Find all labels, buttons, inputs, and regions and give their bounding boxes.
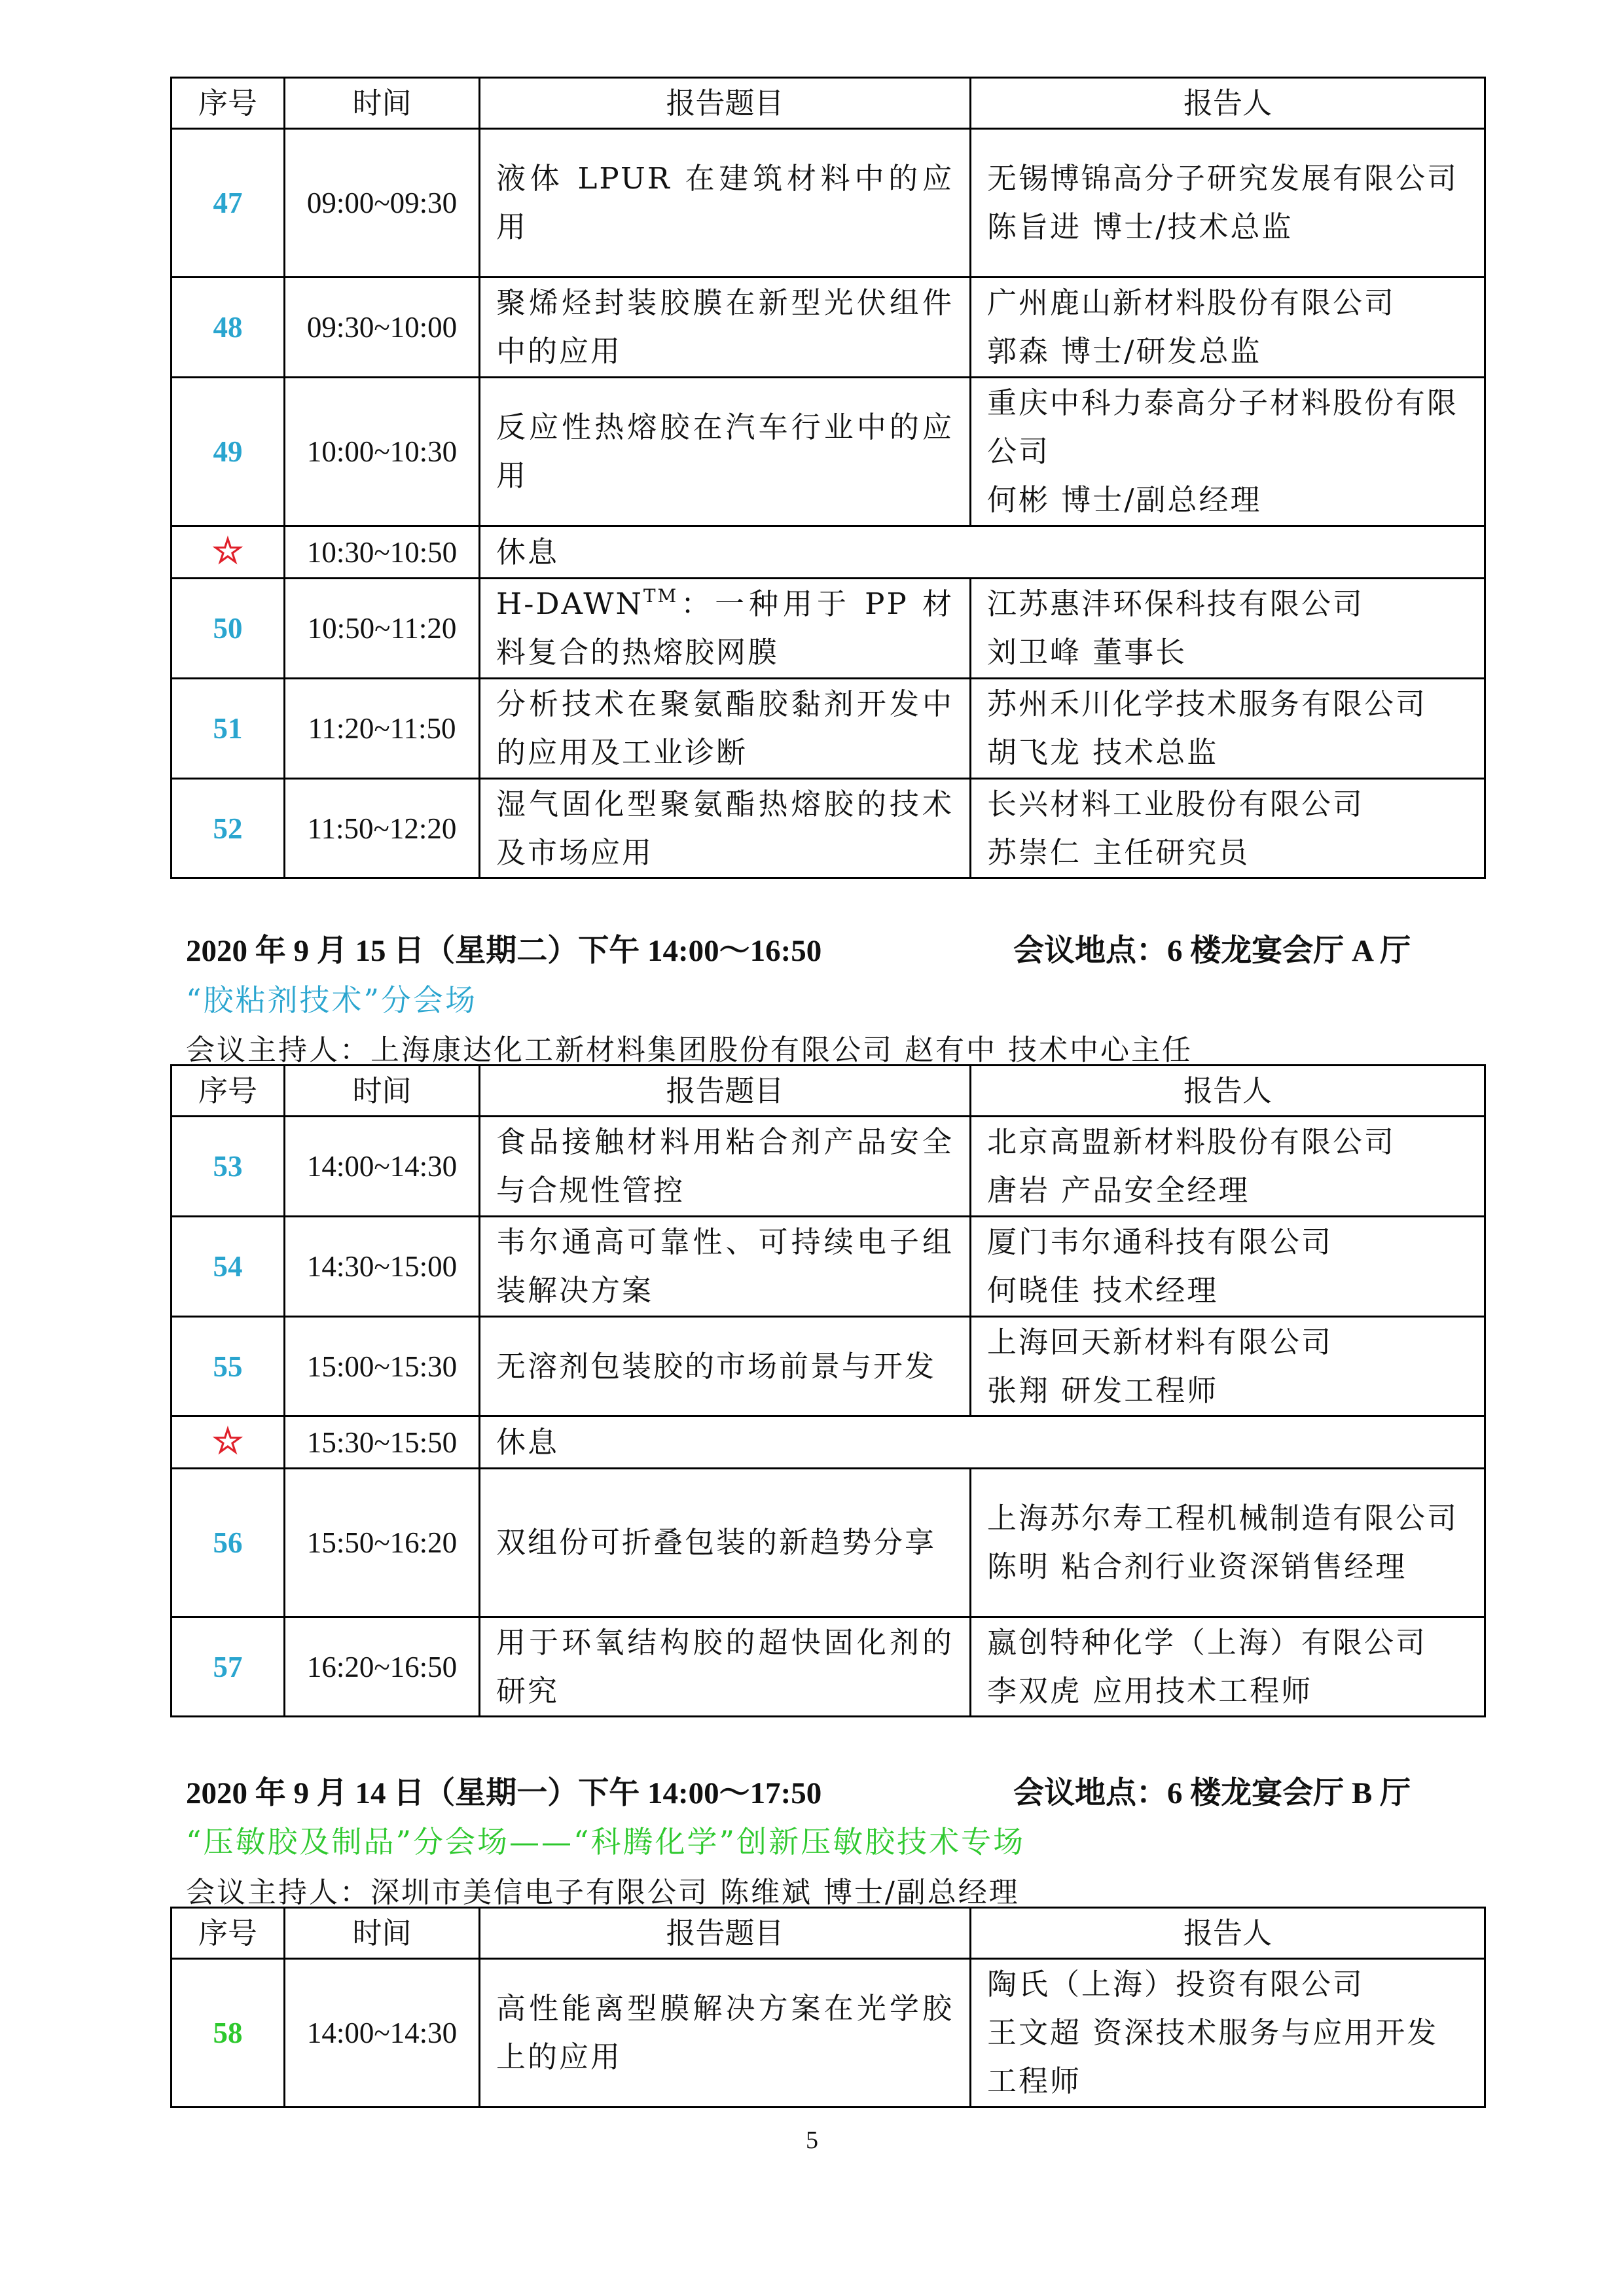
session-date: 2020 年 9 月 14 日（星期一）下午 14:00～17:50 [186, 1776, 822, 1810]
speaker-person: 何彬 博士/副总经理 [987, 482, 1262, 517]
table-header-row [171, 1908, 1485, 1959]
row-number: 47 [171, 129, 285, 278]
table-row [171, 1959, 1485, 2108]
row-number: 49 [171, 378, 285, 526]
session-location: 会议地点：6 楼龙宴会厅 B 厅 [1013, 1776, 1411, 1810]
row-number: 53 [171, 1117, 285, 1217]
header-speaker: 报告人 [971, 78, 1485, 129]
table-row [171, 679, 1485, 779]
row-number: 52 [171, 779, 285, 878]
row-time: 11:50~12:20 [285, 779, 480, 878]
row-speaker [971, 278, 1485, 378]
speaker-org: 长兴材料工业股份有限公司 [987, 786, 1365, 821]
row-time: 14:00~14:30 [285, 1117, 480, 1217]
row-number: 54 [171, 1217, 285, 1317]
speaker-org: 苏州禾川化学技术服务有限公司 [987, 687, 1428, 721]
row-title: 用于环氧结构胶的超快固化剂的研究 [480, 1617, 971, 1717]
row-title: 分析技术在聚氨酯胶黏剂开发中的应用及工业诊断 [480, 679, 971, 779]
table-row [171, 1117, 1485, 1217]
session-title: “压敏胶及制品”分会场——“科腾化学”创新压敏胶技术专场 [186, 1824, 1026, 1859]
header-no: 序号 [171, 1066, 285, 1117]
row-speaker [971, 779, 1485, 878]
break-label: 休息 [480, 526, 1485, 579]
table-row [171, 779, 1485, 878]
row-speaker [971, 378, 1485, 526]
speaker-person: 刘卫峰 董事长 [987, 635, 1187, 670]
row-number: 56 [171, 1469, 285, 1617]
table-row [171, 278, 1485, 378]
row-time: 14:00~14:30 [285, 1959, 480, 2108]
table-header-row [171, 1066, 1485, 1117]
break-label: 休息 [480, 1416, 1485, 1469]
row-title: 双组份可折叠包装的新趋势分享 [480, 1469, 971, 1617]
header-no: 序号 [171, 1908, 285, 1959]
row-title: 反应性热熔胶在汽车行业中的应用 [480, 378, 971, 526]
speaker-person: 陈明 粘合剂行业资深销售经理 [987, 1549, 1407, 1584]
row-number: 55 [171, 1317, 285, 1416]
row-title: 聚烯烃封装胶膜在新型光伏组件中的应用 [480, 278, 971, 378]
row-time: 16:20~16:50 [285, 1617, 480, 1717]
row-time: 11:20~11:50 [285, 679, 480, 779]
row-time: 10:30~10:50 [285, 526, 480, 579]
row-time: 09:30~10:00 [285, 278, 480, 378]
row-speaker [971, 1469, 1485, 1617]
table-header-row [171, 78, 1485, 129]
row-title: 食品接触材料用粘合剂产品安全与合规性管控 [480, 1117, 971, 1217]
speaker-person: 唐岩 产品安全经理 [987, 1173, 1250, 1208]
speaker-person: 胡飞龙 技术总监 [987, 735, 1219, 770]
speaker-org: 广州鹿山新材料股份有限公司 [987, 285, 1396, 320]
row-speaker [971, 1117, 1485, 1217]
row-speaker [971, 679, 1485, 779]
session-title: “胶粘剂技术”分会场 [186, 982, 478, 1018]
speaker-person: 何晓佳 技术经理 [987, 1273, 1219, 1308]
row-title: 无溶剂包装胶的市场前景与开发 [480, 1317, 971, 1416]
header-time: 时间 [285, 1066, 480, 1117]
row-time: 15:30~15:50 [285, 1416, 480, 1469]
row-time: 15:50~16:20 [285, 1469, 480, 1617]
speaker-org: 嬴创特种化学（上海）有限公司 [987, 1624, 1428, 1660]
header-time: 时间 [285, 1908, 480, 1959]
row-number: 57 [171, 1617, 285, 1717]
header-no: 序号 [171, 78, 285, 129]
speaker-person: 郭森 博士/研发总监 [987, 334, 1262, 368]
break-row [171, 1416, 1485, 1469]
speaker-person: 苏崇仁 主任研究员 [987, 834, 1250, 870]
speaker-person: 张翔 研发工程师 [987, 1372, 1219, 1408]
star-icon: ☆ [171, 526, 285, 579]
session-header [186, 1768, 1430, 1812]
row-title: 液体 LPUR 在建筑材料中的应用 [480, 129, 971, 278]
schedule-table-3 [170, 1907, 1486, 2108]
session-location: 会议地点：6 楼龙宴会厅 A 厅 [1013, 934, 1411, 968]
table-row [171, 1317, 1485, 1416]
speaker-person: 王文超 资深技术服务与应用开发工程师 [987, 2015, 1439, 2098]
header-speaker: 报告人 [971, 1908, 1485, 1959]
row-speaker [971, 579, 1485, 679]
speaker-org: 厦门韦尔通科技有限公司 [987, 1225, 1333, 1259]
row-speaker [971, 1217, 1485, 1317]
row-number: 51 [171, 679, 285, 779]
table-row [171, 378, 1485, 526]
table-row [171, 1617, 1485, 1717]
star-icon: ☆ [171, 1416, 285, 1469]
row-number: 50 [171, 579, 285, 679]
speaker-person: 李双虎 应用技术工程师 [987, 1673, 1313, 1708]
header-title: 报告题目 [480, 1908, 971, 1959]
row-number: 58 [171, 1959, 285, 2108]
speaker-org: 上海苏尔寿工程机械制造有限公司 [987, 1501, 1459, 1535]
row-title: 湿气固化型聚氨酯热熔胶的技术及市场应用 [480, 779, 971, 878]
row-time: 14:30~15:00 [285, 1217, 480, 1317]
table-row [171, 1217, 1485, 1317]
table-row [171, 1469, 1485, 1617]
session-host: 会议主持人：深圳市美信电子有限公司 陈维斌 博士/副总经理 [186, 1876, 1020, 1909]
speaker-org: 北京高盟新材料股份有限公司 [987, 1124, 1396, 1159]
speaker-org: 江苏惠沣环保科技有限公司 [987, 586, 1365, 621]
page-number: 5 [806, 2126, 818, 2154]
row-time: 10:50~11:20 [285, 579, 480, 679]
session-header [186, 926, 1430, 970]
row-time: 09:00~09:30 [285, 129, 480, 278]
row-number: 48 [171, 278, 285, 378]
row-speaker [971, 1617, 1485, 1717]
speaker-person: 陈旨进 博士/技术总监 [987, 209, 1293, 244]
row-speaker [971, 1317, 1485, 1416]
session-date: 2020 年 9 月 15 日（星期二）下午 14:00～16:50 [186, 934, 822, 968]
row-speaker [971, 129, 1485, 278]
row-title: 韦尔通高可靠性、可持续电子组装解决方案 [480, 1217, 971, 1317]
header-title: 报告题目 [480, 1066, 971, 1117]
header-speaker: 报告人 [971, 1066, 1485, 1117]
break-row [171, 526, 1485, 579]
header-title: 报告题目 [480, 78, 971, 129]
table-row [171, 129, 1485, 278]
header-time: 时间 [285, 78, 480, 129]
row-title: H-DAWN™：一种用于 PP 材料复合的热熔胶网膜 [480, 579, 971, 679]
speaker-org: 上海回天新材料有限公司 [987, 1324, 1333, 1359]
row-speaker [971, 1959, 1485, 2108]
row-title: 高性能离型膜解决方案在光学胶上的应用 [480, 1959, 971, 2108]
session-host: 会议主持人：上海康达化工新材料集团股份有限公司 赵有中 技术中心主任 [186, 1033, 1193, 1067]
row-time: 10:00~10:30 [285, 378, 480, 526]
speaker-org: 无锡博锦高分子研究发展有限公司 [987, 161, 1459, 196]
speaker-org: 重庆中科力泰高分子材料股份有限公司 [987, 386, 1459, 469]
table-row [171, 579, 1485, 679]
speaker-org: 陶氏（上海）投资有限公司 [987, 1967, 1365, 2001]
schedule-table-1 [170, 77, 1486, 879]
row-time: 15:00~15:30 [285, 1317, 480, 1416]
schedule-table-2 [170, 1064, 1486, 1717]
